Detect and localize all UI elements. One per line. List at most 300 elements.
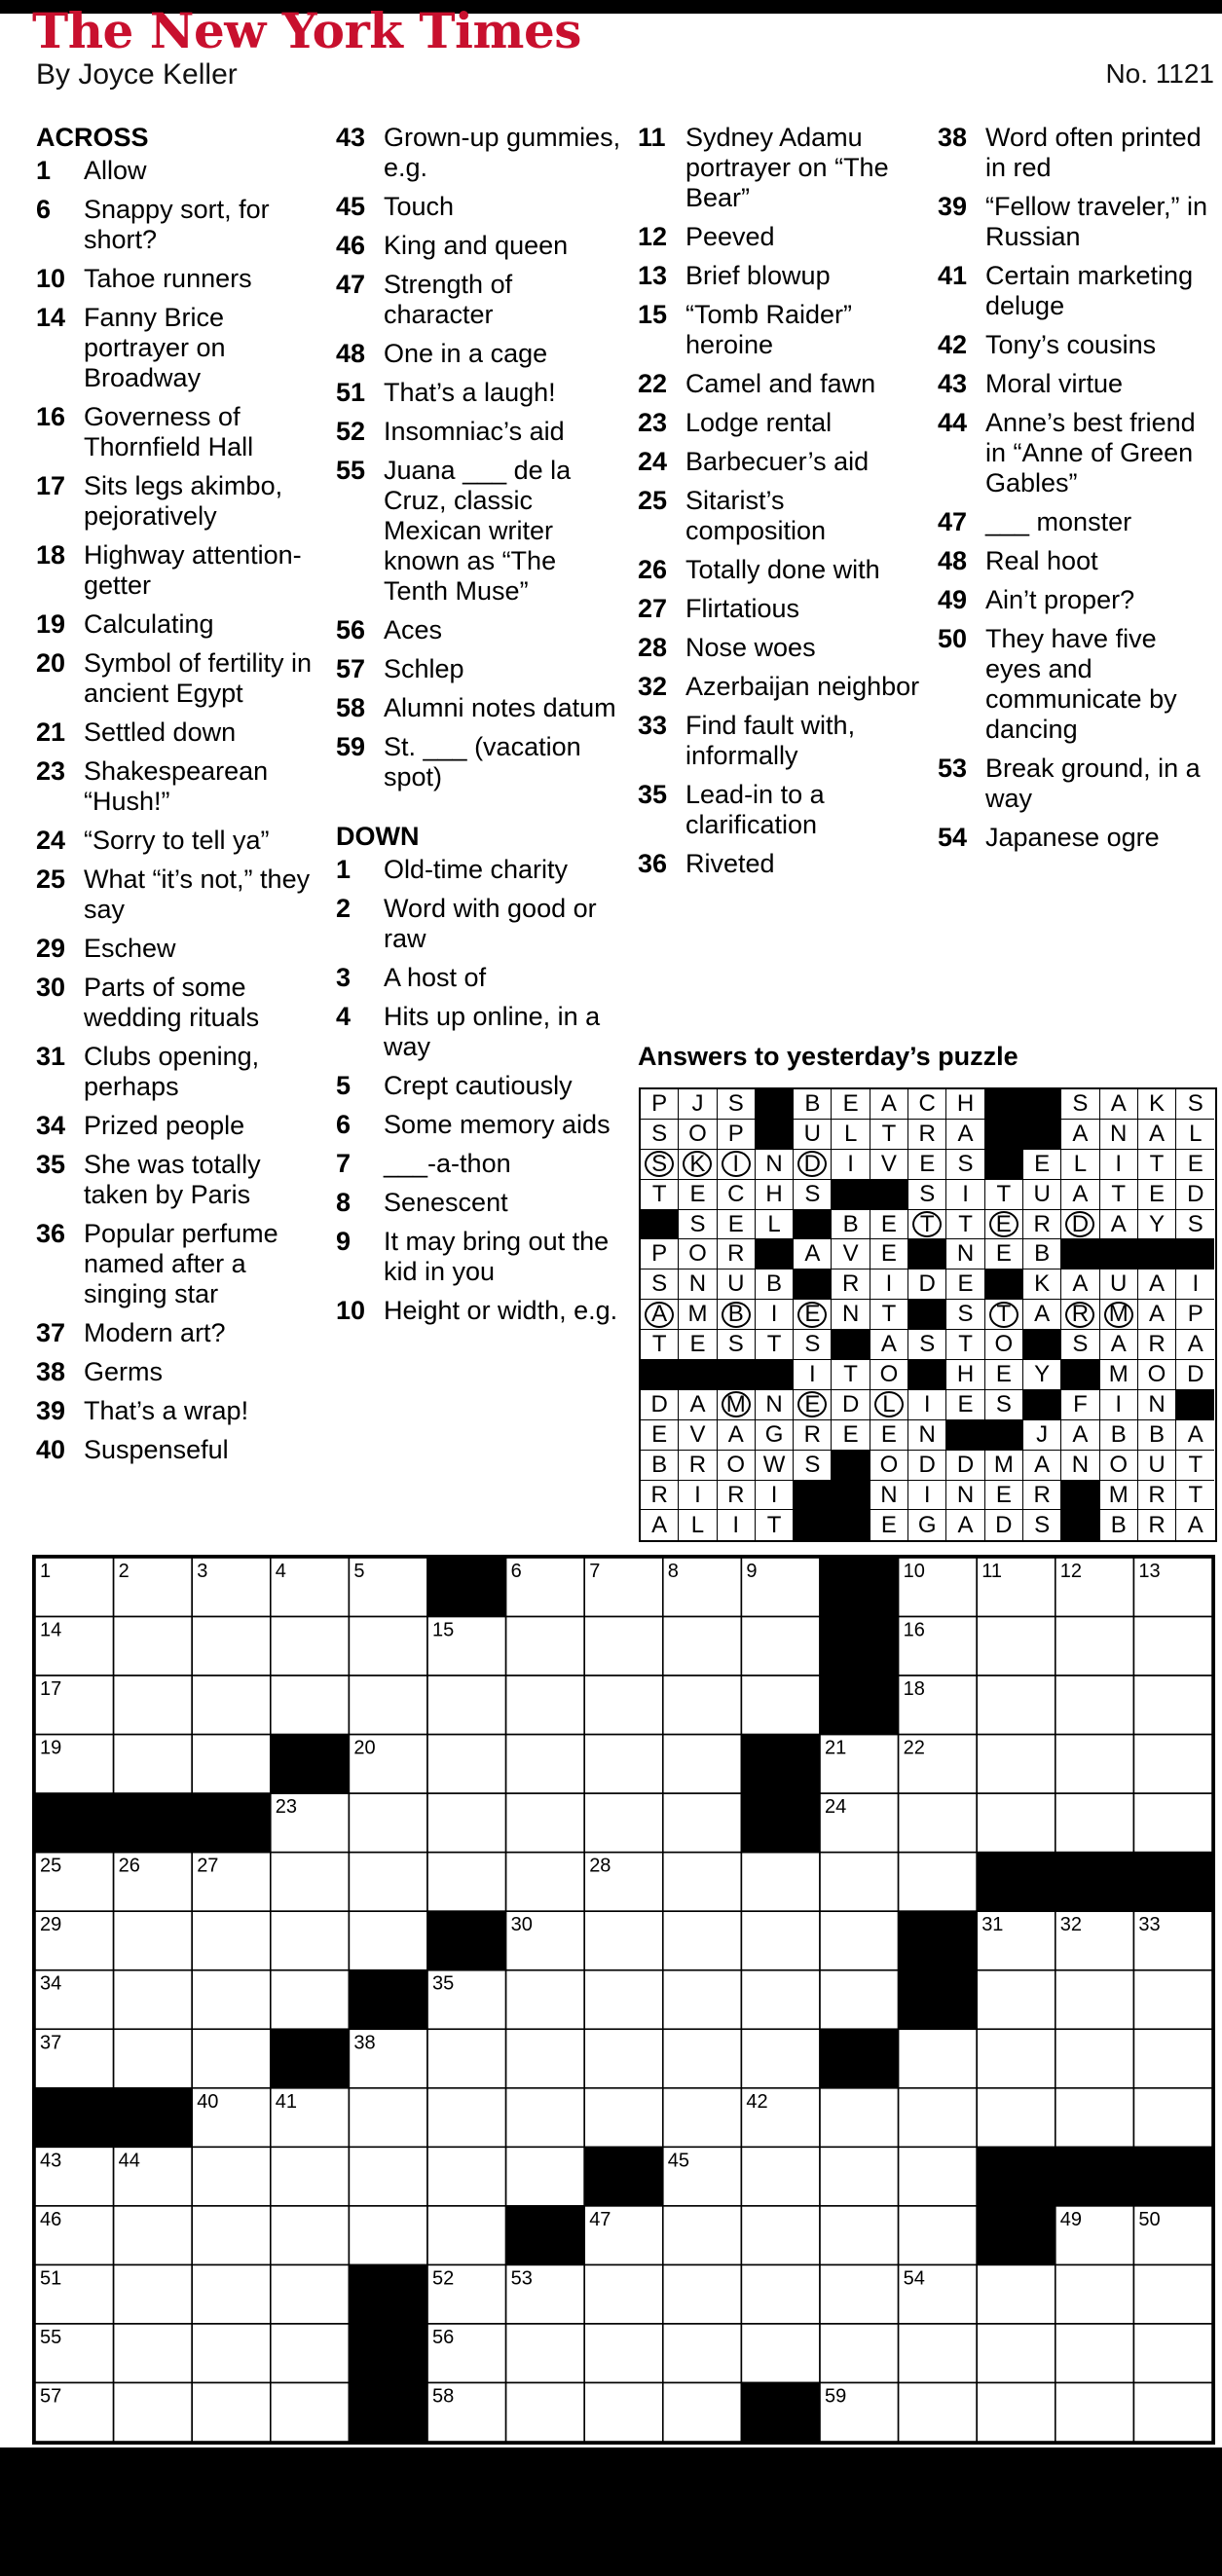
grid-cell[interactable] xyxy=(349,1617,427,1676)
answer-letter: N xyxy=(918,1420,936,1448)
clue-item xyxy=(638,849,920,879)
grid-cell[interactable] xyxy=(584,1735,663,1794)
answer-letter: L xyxy=(874,1391,904,1417)
answer-cell xyxy=(985,1510,1023,1540)
answer-cell xyxy=(870,1300,908,1330)
grid-cell[interactable] xyxy=(506,1617,585,1676)
grid-cell[interactable] xyxy=(663,2029,742,2088)
clue-item xyxy=(36,1357,314,1387)
answer-letter: R xyxy=(1148,1331,1166,1358)
grid-black-square xyxy=(271,2029,350,2088)
grid-cell[interactable] xyxy=(271,1675,350,1735)
grid-cell[interactable] xyxy=(427,2088,506,2148)
grid-cell[interactable] xyxy=(192,1735,271,1794)
answer-black-square xyxy=(985,1420,1023,1451)
grid-number: 28 xyxy=(589,1855,611,1877)
grid-cell[interactable] xyxy=(584,1970,663,2030)
grid-cell[interactable] xyxy=(899,2029,978,2088)
clue-item xyxy=(336,1188,623,1218)
grid-cell[interactable] xyxy=(1055,1793,1134,1853)
answer-letter: T xyxy=(651,1331,667,1358)
answer-cell xyxy=(1023,1210,1061,1240)
grid-number: 49 xyxy=(1059,2208,1083,2230)
grid-cell[interactable] xyxy=(1133,1970,1212,2030)
clue-number: 53 xyxy=(938,754,968,783)
answer-black-square xyxy=(794,1210,832,1240)
grid-cell[interactable] xyxy=(427,1793,506,1853)
grid-cell[interactable] xyxy=(192,1911,271,1970)
grid-cell[interactable] xyxy=(271,1853,350,1912)
grid-black-square xyxy=(899,1911,978,1970)
grid-cell[interactable] xyxy=(427,2147,506,2206)
grid-cell[interactable] xyxy=(271,2324,350,2383)
clue-number: 38 xyxy=(938,123,968,152)
answer-cell xyxy=(1138,1210,1176,1240)
grid-cell[interactable] xyxy=(584,1617,663,1676)
clue-text: They have five eyes and communicate by dancing xyxy=(985,624,1177,744)
grid-cell[interactable] xyxy=(584,1793,663,1853)
clue-text: Grown-up gummies, e.g. xyxy=(384,123,621,182)
grid-cell[interactable] xyxy=(899,2324,978,2383)
grid-cell[interactable] xyxy=(663,1911,742,1970)
answer-letter: A xyxy=(1110,1210,1127,1237)
answer-letter: P xyxy=(651,1089,668,1117)
grid-black-square xyxy=(1133,2147,1212,2206)
answer-letter: U xyxy=(1033,1180,1051,1207)
answer-cell xyxy=(756,1330,794,1360)
grid-cell[interactable] xyxy=(820,2324,899,2383)
answer-letter: E xyxy=(880,1240,897,1268)
grid-cell[interactable] xyxy=(1055,2088,1134,2148)
answer-cell xyxy=(679,1210,717,1240)
grid-cell[interactable] xyxy=(114,2029,193,2088)
answers-title: Answers to yesterday’s puzzle xyxy=(638,1042,1018,1071)
grid-cell[interactable] xyxy=(427,1735,506,1794)
grid-cell[interactable] xyxy=(1055,2264,1134,2324)
answer-letter: E xyxy=(957,1390,974,1417)
answer-letter: V xyxy=(689,1420,706,1448)
grid-cell[interactable] xyxy=(114,2324,193,2383)
answer-cell xyxy=(1100,1360,1138,1390)
answer-letter: S xyxy=(727,1089,744,1117)
grid-cell[interactable] xyxy=(663,1735,742,1794)
clue-number: 24 xyxy=(36,826,66,855)
grid-cell[interactable] xyxy=(114,1617,193,1676)
answer-cell xyxy=(985,1239,1023,1270)
answer-letter: P xyxy=(1187,1301,1203,1328)
answer-cell xyxy=(1176,1180,1214,1210)
clue-number: 55 xyxy=(336,456,366,485)
answer-letter: T xyxy=(1188,1451,1203,1478)
answer-letter: T xyxy=(958,1210,973,1237)
grid-cell[interactable] xyxy=(114,1911,193,1970)
answer-cell xyxy=(908,1270,946,1300)
grid-cell[interactable] xyxy=(1055,1617,1134,1676)
grid-cell[interactable] xyxy=(663,1675,742,1735)
grid-cell[interactable] xyxy=(741,1675,820,1735)
grid-cell[interactable] xyxy=(820,2147,899,2206)
answer-cell xyxy=(679,1510,717,1540)
grid-number: 51 xyxy=(40,2267,62,2290)
answer-letter: E xyxy=(1187,1150,1203,1177)
answer-letter: O xyxy=(879,1451,899,1478)
answer-letter: O xyxy=(688,1240,707,1268)
grid-number: 30 xyxy=(510,1914,533,1936)
grid-number: 14 xyxy=(40,1619,62,1641)
clue-number: 13 xyxy=(638,261,668,290)
grid-cell[interactable] xyxy=(271,2382,350,2442)
clue-number: 48 xyxy=(336,339,366,368)
answer-letter: I xyxy=(962,1180,969,1207)
clue-item xyxy=(36,1318,314,1348)
answer-letter: A xyxy=(651,1511,668,1538)
grid-cell[interactable] xyxy=(584,1911,663,1970)
grid-cell[interactable] xyxy=(506,2029,585,2088)
grid-cell[interactable] xyxy=(1055,2029,1134,2088)
grid-cell[interactable] xyxy=(977,1735,1055,1794)
grid-cell[interactable] xyxy=(271,1970,350,2030)
grid-cell[interactable] xyxy=(1133,1793,1212,1853)
grid-cell[interactable] xyxy=(349,1853,427,1912)
answer-black-square xyxy=(985,1150,1023,1180)
answer-black-square xyxy=(832,1510,870,1540)
grid-cell[interactable] xyxy=(741,1970,820,2030)
answer-letter: I xyxy=(770,1301,778,1328)
grid-cell[interactable] xyxy=(506,2324,585,2383)
answer-letter: C xyxy=(918,1089,936,1117)
answer-cell xyxy=(794,1360,832,1390)
grid-black-square xyxy=(427,1558,506,1617)
answer-cell xyxy=(1100,1330,1138,1360)
grid-cell[interactable] xyxy=(506,1675,585,1735)
grid-cell[interactable] xyxy=(741,2324,820,2383)
grid-cell[interactable] xyxy=(192,2147,271,2206)
grid-cell[interactable] xyxy=(977,1617,1055,1676)
grid-cell[interactable] xyxy=(584,2324,663,2383)
answer-cell xyxy=(679,1420,717,1451)
grid-cell[interactable] xyxy=(427,2029,506,2088)
grid-cell[interactable] xyxy=(663,2088,742,2148)
grid-cell[interactable] xyxy=(584,2029,663,2088)
answer-cell xyxy=(946,1239,984,1270)
grid-cell[interactable] xyxy=(741,2264,820,2324)
grid-cell[interactable] xyxy=(427,2206,506,2265)
grid-cell[interactable] xyxy=(741,1853,820,1912)
grid-cell[interactable] xyxy=(584,1675,663,1735)
clue-item xyxy=(638,300,920,360)
clue-number: 22 xyxy=(638,369,668,398)
grid-cell[interactable] xyxy=(192,2324,271,2383)
clue-text: Certain marketing deluge xyxy=(985,261,1194,320)
answer-black-square xyxy=(832,1451,870,1481)
clue-text: Snappy sort, for short? xyxy=(84,195,270,254)
answer-black-square xyxy=(1176,1239,1214,1270)
grid-black-square xyxy=(741,1793,820,1853)
clue-text: ___ monster xyxy=(985,507,1132,536)
clue-number: 3 xyxy=(336,963,352,992)
answer-letter: D xyxy=(1187,1360,1204,1387)
answer-letter: L xyxy=(1189,1120,1203,1147)
answer-cell xyxy=(756,1451,794,1481)
grid-cell[interactable] xyxy=(271,2206,350,2265)
grid-cell[interactable] xyxy=(1133,2029,1212,2088)
grid-cell[interactable] xyxy=(114,1735,193,1794)
grid-cell[interactable] xyxy=(506,2088,585,2148)
clue-item xyxy=(336,417,623,447)
clue-number: 23 xyxy=(638,408,668,437)
answer-cell xyxy=(1138,1180,1176,1210)
grid-cell[interactable] xyxy=(1133,2088,1212,2148)
clue-item xyxy=(36,1219,314,1309)
grid-black-square xyxy=(1133,1853,1212,1912)
answer-letter: D xyxy=(918,1270,936,1298)
clue-item xyxy=(36,756,314,817)
grid-cell[interactable] xyxy=(192,1970,271,2030)
answer-cell xyxy=(718,1180,756,1210)
clue-item xyxy=(938,369,1217,399)
grid-cell[interactable] xyxy=(899,2088,978,2148)
grid-cell[interactable] xyxy=(427,1853,506,1912)
grid-cell[interactable] xyxy=(663,2382,742,2442)
clue-item xyxy=(36,1111,314,1141)
grid-cell[interactable] xyxy=(977,2382,1055,2442)
grid-cell[interactable] xyxy=(349,1793,427,1853)
answer-letter: S xyxy=(804,1331,821,1358)
answer-letter: D xyxy=(918,1451,936,1478)
clue-item xyxy=(638,123,920,213)
grid-cell[interactable] xyxy=(741,2206,820,2265)
clue-number: 9 xyxy=(336,1227,352,1256)
grid-cell[interactable] xyxy=(506,1853,585,1912)
grid-cell[interactable] xyxy=(1055,1970,1134,2030)
answer-cell xyxy=(908,1180,946,1210)
clue-text: Break ground, in a way xyxy=(985,754,1201,813)
grid-cell[interactable] xyxy=(271,2147,350,2206)
grid-number: 12 xyxy=(1059,1561,1083,1582)
grid-cell[interactable] xyxy=(899,1793,978,1853)
answer-letter: E xyxy=(842,1089,859,1117)
grid-cell[interactable] xyxy=(584,2382,663,2442)
answer-cell xyxy=(1138,1390,1176,1420)
grid-cell[interactable] xyxy=(114,2206,193,2265)
clue-text: Sydney Adamu portrayer on “The Bear” xyxy=(685,123,889,212)
grid-cell[interactable] xyxy=(899,2147,978,2206)
across-clue-list xyxy=(336,123,623,792)
answer-letter: N xyxy=(880,1481,898,1508)
grid-cell[interactable] xyxy=(192,1675,271,1735)
grid-cell[interactable] xyxy=(663,2324,742,2383)
answer-letter: I xyxy=(694,1481,701,1508)
grid-cell[interactable] xyxy=(741,1911,820,1970)
grid-cell[interactable] xyxy=(977,1970,1055,2030)
clue-item xyxy=(938,585,1217,615)
answer-cell xyxy=(1023,1420,1061,1451)
answer-letter: G xyxy=(917,1511,937,1538)
grid-cell[interactable] xyxy=(506,1735,585,1794)
answer-letter: A xyxy=(1187,1420,1203,1448)
grid-cell[interactable] xyxy=(820,2088,899,2148)
byline: By Joyce Keller xyxy=(36,58,238,91)
grid-cell[interactable] xyxy=(1133,1735,1212,1794)
answer-cell-circled xyxy=(794,1300,832,1330)
clue-column-1 xyxy=(36,123,314,1474)
grid-number: 6 xyxy=(510,1561,522,1582)
grid-cell[interactable] xyxy=(271,1617,350,1676)
answer-letter: I xyxy=(923,1390,931,1417)
across-heading: ACROSS xyxy=(36,123,149,152)
grid-cell[interactable] xyxy=(271,1911,350,1970)
answer-letter: A xyxy=(880,1331,897,1358)
grid-cell[interactable] xyxy=(1055,1675,1134,1735)
answer-cell xyxy=(1100,1270,1138,1300)
grid-cell[interactable] xyxy=(977,2088,1055,2148)
grid-cell[interactable] xyxy=(741,2029,820,2088)
answer-letter: D xyxy=(797,1151,827,1177)
answer-letter: U xyxy=(803,1120,821,1147)
grid-cell[interactable] xyxy=(1055,2324,1134,2383)
grid-cell[interactable] xyxy=(349,1675,427,1735)
grid-cell[interactable] xyxy=(663,2206,742,2265)
grid-cell[interactable] xyxy=(1133,1675,1212,1735)
clue-item xyxy=(36,1042,314,1102)
grid-black-square xyxy=(977,2147,1055,2206)
clue-number: 43 xyxy=(938,369,968,398)
answer-cell xyxy=(1023,1150,1061,1180)
answer-letter: B xyxy=(1034,1240,1051,1268)
answer-cell xyxy=(641,1239,679,1270)
answer-cell xyxy=(1100,1120,1138,1150)
grid-cell[interactable] xyxy=(192,2029,271,2088)
answer-black-square xyxy=(1138,1239,1176,1270)
grid-cell[interactable] xyxy=(663,1793,742,1853)
answer-letter: F xyxy=(1073,1390,1088,1417)
grid-number: 5 xyxy=(353,1561,365,1582)
grid-number: 22 xyxy=(903,1737,925,1759)
grid-cell[interactable] xyxy=(1133,2264,1212,2324)
answer-cell xyxy=(1138,1481,1176,1511)
grid-cell[interactable] xyxy=(820,2206,899,2265)
grid-cell[interactable] xyxy=(663,1853,742,1912)
grid-cell[interactable] xyxy=(114,1675,193,1735)
answer-cell xyxy=(718,1330,756,1360)
answer-cell xyxy=(832,1210,870,1240)
grid-cell[interactable] xyxy=(584,2088,663,2148)
grid-cell[interactable] xyxy=(977,2264,1055,2324)
clue-item xyxy=(336,1296,623,1326)
grid-cell[interactable] xyxy=(192,2264,271,2324)
grid-cell[interactable] xyxy=(663,2264,742,2324)
answer-cell xyxy=(946,1089,984,1120)
answer-letter: A xyxy=(1110,1331,1127,1358)
grid-cell[interactable] xyxy=(977,1793,1055,1853)
grid-cell[interactable] xyxy=(349,2206,427,2265)
answer-cell xyxy=(908,1481,946,1511)
grid-cell[interactable] xyxy=(1055,2382,1134,2442)
grid-cell[interactable] xyxy=(820,2264,899,2324)
answer-cell xyxy=(1100,1481,1138,1511)
grid-cell[interactable] xyxy=(899,2382,978,2442)
answer-letter: A xyxy=(645,1302,674,1328)
answer-letter: S xyxy=(651,1270,668,1298)
clue-item xyxy=(938,330,1217,360)
answer-cell-circled xyxy=(1100,1300,1138,1330)
grid-cell[interactable] xyxy=(899,2206,978,2265)
answer-cell xyxy=(1176,1451,1214,1481)
grid-cell[interactable] xyxy=(192,2206,271,2265)
grid-cell[interactable] xyxy=(899,1853,978,1912)
grid-number: 21 xyxy=(825,1737,847,1759)
grid-cell[interactable] xyxy=(820,1970,899,2030)
grid-cell[interactable] xyxy=(114,1970,193,2030)
grid-cell[interactable] xyxy=(506,2147,585,2206)
answer-letter: M xyxy=(722,1391,751,1417)
grid-cell[interactable] xyxy=(977,2324,1055,2383)
grid-cell[interactable] xyxy=(663,1617,742,1676)
clue-number: 26 xyxy=(638,555,668,584)
answer-cell xyxy=(1138,1089,1176,1120)
grid-cell[interactable] xyxy=(114,2264,193,2324)
grid-cell[interactable] xyxy=(977,1675,1055,1735)
grid-cell[interactable] xyxy=(741,1617,820,1676)
clue-number: 1 xyxy=(336,855,352,884)
answer-letter: M xyxy=(993,1451,1014,1478)
clue-item xyxy=(336,1149,623,1179)
answer-letter: L xyxy=(767,1210,781,1237)
grid-cell[interactable] xyxy=(820,1911,899,1970)
crossword-grid[interactable] xyxy=(32,1555,1215,2445)
grid-number: 37 xyxy=(40,2032,62,2054)
clue-item xyxy=(638,633,920,663)
grid-cell[interactable] xyxy=(820,1853,899,1912)
answer-cell xyxy=(756,1390,794,1420)
grid-cell[interactable] xyxy=(192,2382,271,2442)
grid-black-square xyxy=(271,1735,350,1794)
grid-cell[interactable] xyxy=(349,1911,427,1970)
grid-cell[interactable] xyxy=(977,2029,1055,2088)
grid-cell[interactable] xyxy=(349,2088,427,2148)
answer-cell-circled xyxy=(985,1210,1023,1240)
crossword-grid-svg[interactable] xyxy=(35,1558,1212,2442)
answers-grid xyxy=(639,1087,1217,1542)
clue-text: Clubs opening, perhaps xyxy=(84,1042,260,1101)
answer-cell xyxy=(641,1451,679,1481)
grid-cell[interactable] xyxy=(192,1617,271,1676)
grid-cell[interactable] xyxy=(349,2147,427,2206)
answer-cell xyxy=(1138,1510,1176,1540)
grid-cell[interactable] xyxy=(506,2382,585,2442)
grid-cell[interactable] xyxy=(1133,1617,1212,1676)
answer-cell xyxy=(870,1360,908,1390)
grid-number: 35 xyxy=(432,1972,455,1995)
clue-number: 54 xyxy=(938,823,968,852)
grid-cell[interactable] xyxy=(584,2264,663,2324)
grid-cell[interactable] xyxy=(741,2147,820,2206)
answer-cell xyxy=(870,1481,908,1511)
clue-text: Strength of character xyxy=(384,270,513,329)
grid-cell[interactable] xyxy=(427,1675,506,1735)
grid-number: 20 xyxy=(353,1737,376,1759)
grid-cell[interactable] xyxy=(1133,2324,1212,2383)
grid-black-square xyxy=(820,1617,899,1676)
grid-cell[interactable] xyxy=(114,2382,193,2442)
grid-cell[interactable] xyxy=(1133,2382,1212,2442)
grid-cell[interactable] xyxy=(506,1793,585,1853)
grid-cell[interactable] xyxy=(1055,1735,1134,1794)
grid-cell[interactable] xyxy=(271,2264,350,2324)
clue-item xyxy=(36,826,314,856)
grid-cell[interactable] xyxy=(663,1970,742,2030)
grid-cell[interactable] xyxy=(506,1970,585,2030)
